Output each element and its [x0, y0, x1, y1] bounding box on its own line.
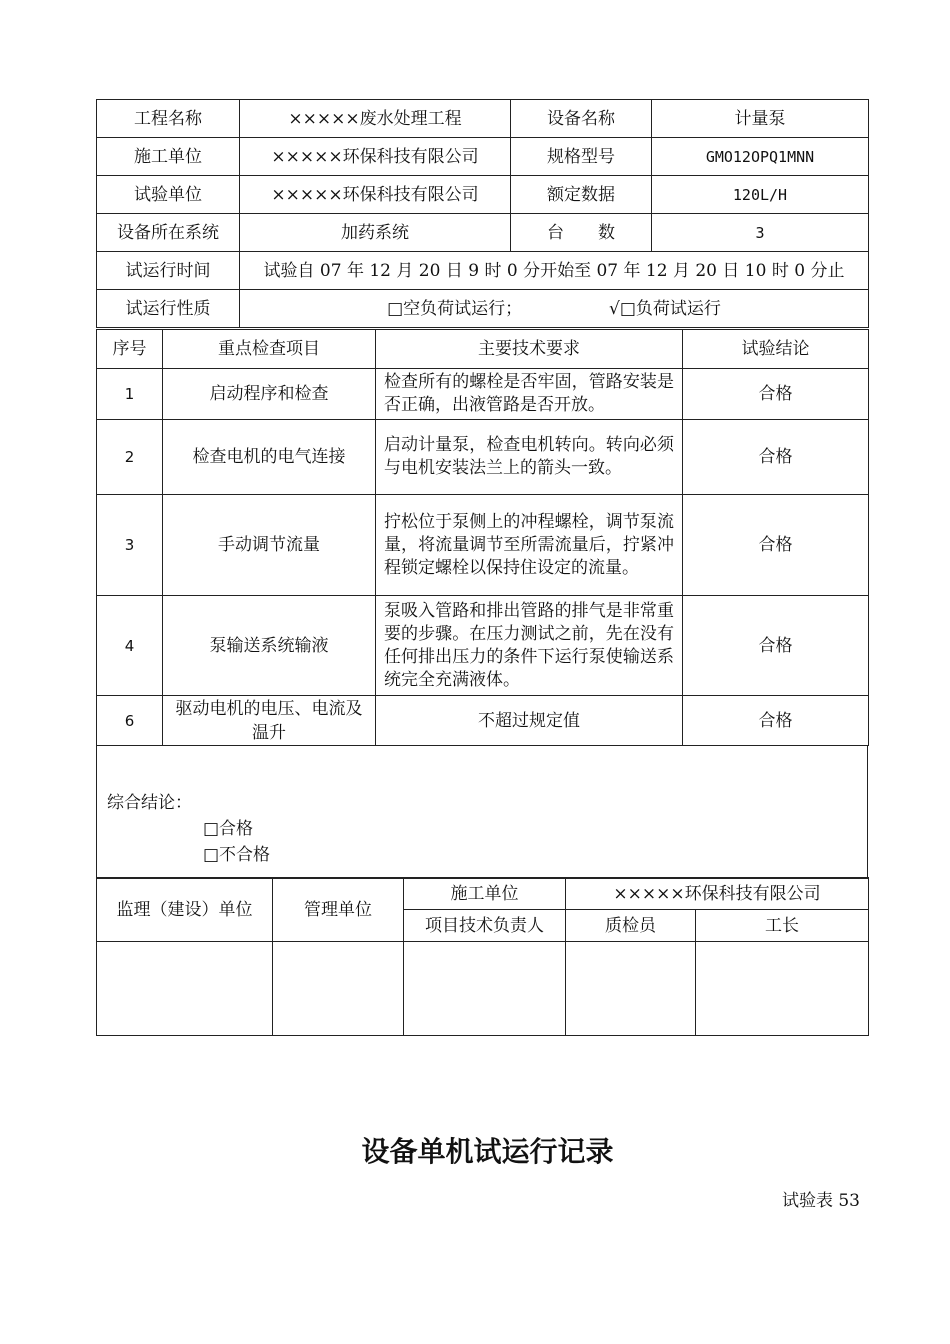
signoff-foreman: 工长 [696, 910, 869, 942]
row-item: 驱动电机的电压、电流及温升 [163, 696, 376, 746]
items-table [96, 329, 869, 746]
summary-pass: □合格 [203, 819, 254, 839]
nature [240, 290, 869, 328]
nature-label: 试运行性质 [97, 290, 240, 328]
contractor: ×××××环保科技有限公司 [240, 138, 511, 176]
nature-load: √□负荷试运行 [608, 298, 721, 319]
row-result: 合格 [683, 420, 869, 495]
project-name: ×××××废水处理工程 [240, 100, 511, 138]
project-name-label: 工程名称 [97, 100, 240, 138]
row-item: 启动程序和检查 [163, 369, 376, 420]
signoff-tech-lead: 项目技术负责人 [404, 910, 566, 942]
model-label: 规格型号 [511, 138, 652, 176]
summary-table [96, 745, 868, 879]
summary-fail: □不合格 [203, 845, 271, 865]
col-item-header: 重点检查项目 [163, 330, 376, 369]
row-req: 检查所有的螺栓是否牢固，管路安装是否正确，出液管路是否开放。 [376, 369, 683, 420]
col-result-header: 试验结论 [683, 330, 869, 369]
device-name: 计量泵 [652, 100, 869, 138]
signoff-contractor: ×××××环保科技有限公司 [566, 878, 869, 910]
document-title: 设备单机试运行记录 [361, 1135, 614, 1168]
row-req: 不超过规定值 [376, 696, 683, 746]
signoff-manager: 管理单位 [273, 878, 404, 942]
signoff-inspector: 质检员 [566, 910, 696, 942]
system-label: 设备所在系统 [97, 214, 240, 252]
signoff-table [96, 877, 869, 1036]
col-no-header: 序号 [97, 330, 163, 369]
count-label: 台 数 [511, 214, 652, 252]
contractor-label: 施工单位 [97, 138, 240, 176]
row-item: 泵输送系统输液 [163, 596, 376, 696]
summary-cell [97, 746, 868, 879]
table-row [97, 495, 869, 596]
signature-cell [566, 942, 696, 1036]
row-no: 2 [97, 420, 163, 495]
row-result: 合格 [683, 596, 869, 696]
signature-cell [404, 942, 566, 1036]
row-item: 手动调节流量 [163, 495, 376, 596]
row-no: 6 [97, 696, 163, 746]
test-unit-label: 试验单位 [97, 176, 240, 214]
table-row [97, 420, 869, 495]
col-req-header: 主要技术要求 [376, 330, 683, 369]
summary-label: 综合结论： [107, 793, 192, 813]
row-result: 合格 [683, 495, 869, 596]
count: 3 [652, 214, 869, 252]
signature-cell [696, 942, 869, 1036]
nature-no-load: □空负荷试运行； [387, 298, 523, 319]
model: GMO12OPQ1MNN [652, 138, 869, 176]
row-no: 4 [97, 596, 163, 696]
device-name-label: 设备名称 [511, 100, 652, 138]
row-item: 检查电机的电气连接 [163, 420, 376, 495]
signature-cell [273, 942, 404, 1036]
row-result: 合格 [683, 369, 869, 420]
row-no: 1 [97, 369, 163, 420]
rated: 120L/H [652, 176, 869, 214]
row-req: 泵吸入管路和排出管路的排气是非常重要的步骤。在压力测试之前，先在没有任何排出压力的条件下运行泵使输送系统完全充满液体。 [376, 596, 683, 696]
table-row [97, 696, 869, 746]
signoff-supervisor: 监理（建设）单位 [97, 878, 273, 942]
row-no: 3 [97, 495, 163, 596]
test-unit: ×××××环保科技有限公司 [240, 176, 511, 214]
table-row [97, 369, 869, 420]
table-row [97, 596, 869, 696]
signature-cell [97, 942, 273, 1036]
signoff-contractor-label: 施工单位 [404, 878, 566, 910]
time-label: 试运行时间 [97, 252, 240, 290]
system: 加药系统 [240, 214, 511, 252]
rated-label: 额定数据 [511, 176, 652, 214]
form-number: 试验表 53 [781, 1191, 860, 1211]
row-req: 拧松位于泵侧上的冲程螺栓，调节泵流量，将流量调节至所需流量后，拧紧冲程锁定螺栓以保持住设定的流量。 [376, 495, 683, 596]
row-result: 合格 [683, 696, 869, 746]
header-table [96, 99, 869, 328]
row-req: 启动计量泵，检查电机转向。转向必须与电机安装法兰上的箭头一致。 [376, 420, 683, 495]
time: 试验自 07 年 12 月 20 日 9 时 0 分开始至 07 年 12 月 20 日 10 时 0 分止 [240, 252, 869, 290]
